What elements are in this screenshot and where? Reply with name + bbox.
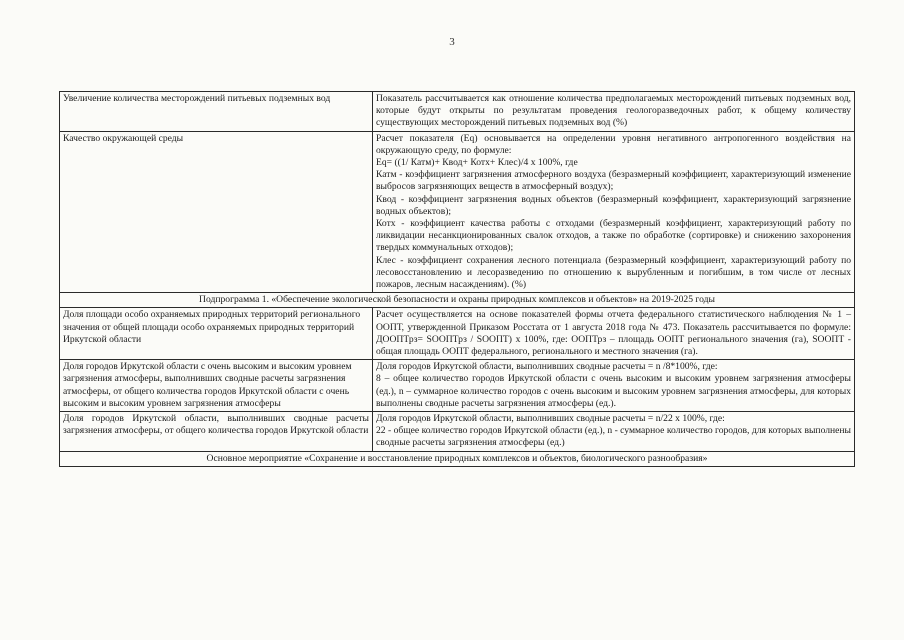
indicator-cell: Качество окружающей среды [60, 131, 373, 293]
page-number: 3 [449, 36, 455, 48]
method-cell [373, 92, 855, 132]
method-cell [373, 308, 855, 360]
method-text: 8 – общее количество городов Иркутской области с очень высоким и высоким уровнем загрязнения атмосферы (ед.), n – суммарное количество городов с очень высоким и высоким уровнем загрязнения атмосферы, для которых выполнены сводные расчеты загрязнения атмосферы (ед.). [376, 373, 851, 409]
table-section-row [60, 451, 855, 466]
indicators-table [59, 91, 855, 467]
section-heading: Подпрограмма 1. «Обеспечение экологической безопасности и охраны природных комплексов и объектов» на 2019-2025 годы [60, 293, 855, 308]
method-text: Клес - коэффициент сохранения лесного потенциала (безразмерный коэффициент, характеризующий работу по лесовосстановлению и лесоразведению по отношению к вырубленным и погибшим, в том числе от лесных пожаров, лесным насаждениям). (%) [376, 254, 851, 291]
method-cell [373, 412, 855, 452]
indicator-cell: Доля площади особо охраняемых природных территорий регионального значения от общей площади особо охраняемых природных территорий Иркутской области [60, 308, 373, 360]
table-row [60, 131, 855, 293]
method-cell [373, 360, 855, 412]
table-row [60, 308, 855, 360]
method-cell [373, 131, 855, 293]
table-row [60, 412, 855, 452]
table-section-row [60, 293, 855, 308]
indicator-cell: Доля городов Иркутской области с очень высоким и высоким уровнем загрязнения атмосферы, выполнивших сводные расчеты загрязнения атмосферы, от общего количества городов Иркутской области с очень высоким и высоким уровнем загрязнения атмосферы [60, 360, 373, 412]
table-row [60, 360, 855, 412]
method-text: Расчет показателя (Eq) основывается на определении уровня негативного антропогенного воздействия на окружающую среду, по формуле: [376, 132, 851, 156]
method-text: 22 - общее количество городов Иркутской области (ед.), n - суммарное количество городов, для которых выполнены сводные расчеты загрязнения атмосферы (ед.) [376, 425, 851, 449]
formula-text: Eq= ((1/ Катм)+ Квод+ Котх+ Клес)/4 х 100%, где [376, 157, 578, 169]
method-text: Котх - коэффициент качества работы с отходами (безразмерный коэффициент, характеризующий работу по ликвидации несанкционированных свалок отходов, а также по обработке (сортировке) и снижению захоронения твердых коммунальных отходов); [376, 218, 851, 254]
formula-text: Доля городов Иркутской области, выполнивших сводные расчеты = n/22 х 100%, где: [376, 413, 725, 425]
method-text: Показатель рассчитывается как отношение количества предполагаемых месторождений питьевых подземных вод, которые будут открыты по результатам проведения геологоразведочных работ, к общему количеству существующих месторождений питьевых подземных вод (%) [376, 93, 851, 129]
method-text: Расчет осуществляется на основе показателей формы отчета федерального статистического наблюдения № 1 – ООПТ, утвержденной Приказом Росстата от 1 августа 2018 года № 473. Показатель рассчитывается по формуле: ДООПТрз= SООПТрз / SООПТ) х 100%, где: ООПТрз – площадь ООПТ регионального значения (га), SООПТ - общая площадь ООПТ федерального, регионального и местного значения (га). [376, 309, 851, 358]
table-row [60, 92, 855, 132]
indicator-cell: Увеличение количества месторождений питьевых подземных вод [60, 92, 373, 132]
method-text: Квод - коэффициент загрязнения водных объектов (безразмерный коэффициент, характеризующий загрязнение водных объектов); [376, 193, 851, 217]
indicator-cell: Доля городов Иркутской области, выполнивших сводные расчеты загрязнения атмосферы, от общего количества городов Иркутской области [60, 412, 373, 452]
formula-text: Доля городов Иркутской области, выполнивших сводные расчеты = n /8*100%, где: [376, 361, 718, 373]
method-text: Катм - коэффициент загрязнения атмосферного воздуха (безразмерный коэффициент, характеризующий изменение выбросов загрязняющих веществ в атмосферный воздух); [376, 169, 851, 193]
section-heading: Основное мероприятие «Сохранение и восстановление природных комплексов и объектов, биологического разнообразия» [60, 451, 855, 466]
